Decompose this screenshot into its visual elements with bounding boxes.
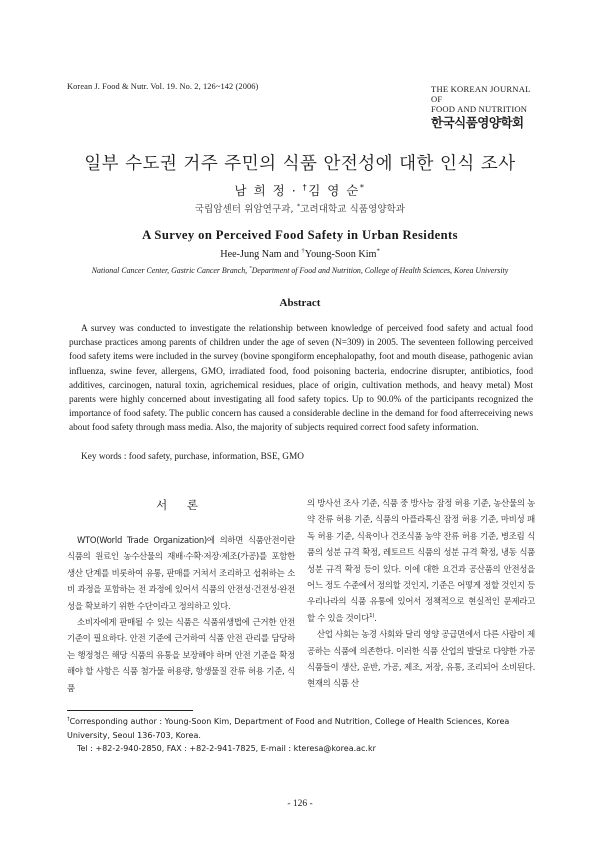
paper-title-ko: 일부 수도권 거주 주민의 식품 안전성에 대한 인식 조사: [84, 154, 516, 174]
author1-name-en: Hee-Jung Nam and: [220, 249, 302, 260]
footnote: [67, 715, 539, 756]
abstract-body: A survey was conducted to investigate the relationship between knowledge of perceived food safety and actual food purchase practices among parents of children under the age of seven (N=309) in 2005. The seventeen following perceived food safety items were included in the survey (bovine spongiform encephalopathy, foot and mouth disease, pathogenic avian influenza, swine fever, allergens, GMO, irradiated food, food poisoning bacteria, endocrine disrupter, antibiotics, food additives, carcinogen, natural toxin, agrichemical residues, place of origin, cultivation methods, and heavy metal) Most parents were highly concerned about investigating all food safety topics. Up to 90.0% of the participants recognized the importance of food safety. The public concern has caused a considerable decline in the demand for food afterreceiving news about food safety through mass media. Also, the majority of subjects required correct food safety information.: [69, 324, 533, 434]
keywords: Key words : food safety, purchase, information, BSE, GMO: [81, 452, 304, 462]
affiliation-en: [0, 266, 600, 275]
footnote-corresponding: [67, 715, 539, 742]
journal-name-en-line2: FOOD AND NUTRITION: [431, 104, 528, 114]
authors-en: [0, 249, 600, 260]
journal-name-ko: 한국식품영양학회: [431, 115, 524, 130]
reference-mark: 1): [369, 613, 375, 620]
journal-citation: Korean J. Food & Nutr. Vol. 19. No. 2, 126~142 (2006): [67, 82, 259, 91]
body-column-left: [67, 497, 295, 696]
affiliation-ko: [0, 201, 600, 215]
authors-ko: [0, 181, 600, 199]
intro-paragraph-2-cont: [307, 495, 535, 626]
page-number: - 126 -: [287, 799, 313, 809]
affiliation1-ko: 국립암센터 위암연구과,: [194, 204, 294, 215]
journal-name-en-line1: THE KOREAN JOURNAL OF: [431, 84, 531, 104]
footnote-divider: [67, 710, 193, 711]
author-separator: ·: [286, 183, 303, 198]
corresponding-mark: †: [67, 716, 70, 723]
footnote-line1: Corresponding author : Young-Soon Kim, Department of Food and Nutrition, College of Health Sciences, Korea University, Seoul 136-703, Korea.: [67, 717, 510, 740]
journal-masthead: [431, 84, 537, 130]
affiliation2-ko: 고려대학교 식품영양학과: [300, 204, 406, 215]
section-heading-intro: 서 론: [156, 498, 206, 512]
intro-paragraph-1: WTO(World Trade Organization)에 의하면 식품안전이란 식품의 원료인 농수산물의 재배·수확·저장·제조(가공)를 포함한 생산 단계를 비롯하여 유통, 판매를 거쳐서 조리하고 섭취하는 소비 과정을 포함하는 전 과정에 있어서 식품의 안전성·건전성·완전성을 확보하기 위한 수단이라고 정의하고 있다.: [67, 535, 295, 611]
affiliation-star: *: [296, 202, 301, 210]
intro-paragraph-2: 소비자에게 판매될 수 있는 식품은 식품위생법에 근거한 안전 기준이 필요하다. 안전 기준에 근거하여 식품 안전 관리를 담당하는 행정청은 해당 식품의 유통을 보장해야 하며 안전 기준을 확정해야 할 사항은 식품 첨가물 허용량, 항생물질 잔류 허용 기준, 식품: [67, 617, 295, 693]
affiliation1-en: National Cancer Center, Gastric Cancer Branch,: [91, 266, 250, 275]
affiliation-star: *: [376, 247, 380, 255]
corresponding-mark: †: [302, 181, 309, 192]
paper-title-en: A Survey on Perceived Food Safety in Urban Residents: [142, 228, 458, 242]
abstract-heading: Abstract: [279, 297, 321, 309]
intro-paragraph-2-cont-text: 의 방사선 조사 기준, 식품 중 방사능 잠정 허용 기준, 농산물의 농약 잔류 허용 기준, 식품의 아플라톡신 잠정 허용 기준, 마비성 패독 허용 기준, 식육이나 건조식품 농약 잔류 허용 기준, 병조림 식품의 성분 규격 확정, 레토르트 식품의 성분 규격 확정, 냉동 식품 성분 규격 확정 등이 있다. 이에 대한 요건과 공산품의 안전성을 어느 정도 수준에서 정의할 것인지, 기준은 어떻게 정할 것인지 등 우리나라의 식품 유통에 있어서 정책적으로 현실적인 문제라고 할 수 있을 것이다: [307, 498, 535, 623]
footnote-contact: Tel : +82-2-940-2850, FAX : +82-2-941-7825, E-mail : kteresa@korea.ac.kr: [77, 744, 376, 753]
affiliation-star: *: [359, 181, 366, 192]
author1-name-ko: 남 희 정: [234, 183, 287, 198]
affiliation2-en: Department of Food and Nutrition, College of Health Sciences, Korea University: [251, 266, 509, 275]
author2-name-en: Young-Soon Kim: [304, 249, 377, 260]
body-column-right: [307, 495, 535, 692]
intro-paragraph-3: 산업 사회는 농경 사회와 달리 영양 공급면에서 다른 사람이 제공하는 식품에 의존한다. 이러한 식품 산업의 발달로 다양한 가공 식품들이 생산, 운반, 가공, 제조, 저장, 유통, 조리되어 소비된다. 현재의 식품 산: [307, 629, 535, 689]
author2-name-ko: 김 영 순: [308, 183, 360, 198]
corresponding-mark: †: [301, 247, 305, 255]
affiliation-star: *: [249, 265, 252, 272]
sentence-end: .: [374, 612, 377, 623]
